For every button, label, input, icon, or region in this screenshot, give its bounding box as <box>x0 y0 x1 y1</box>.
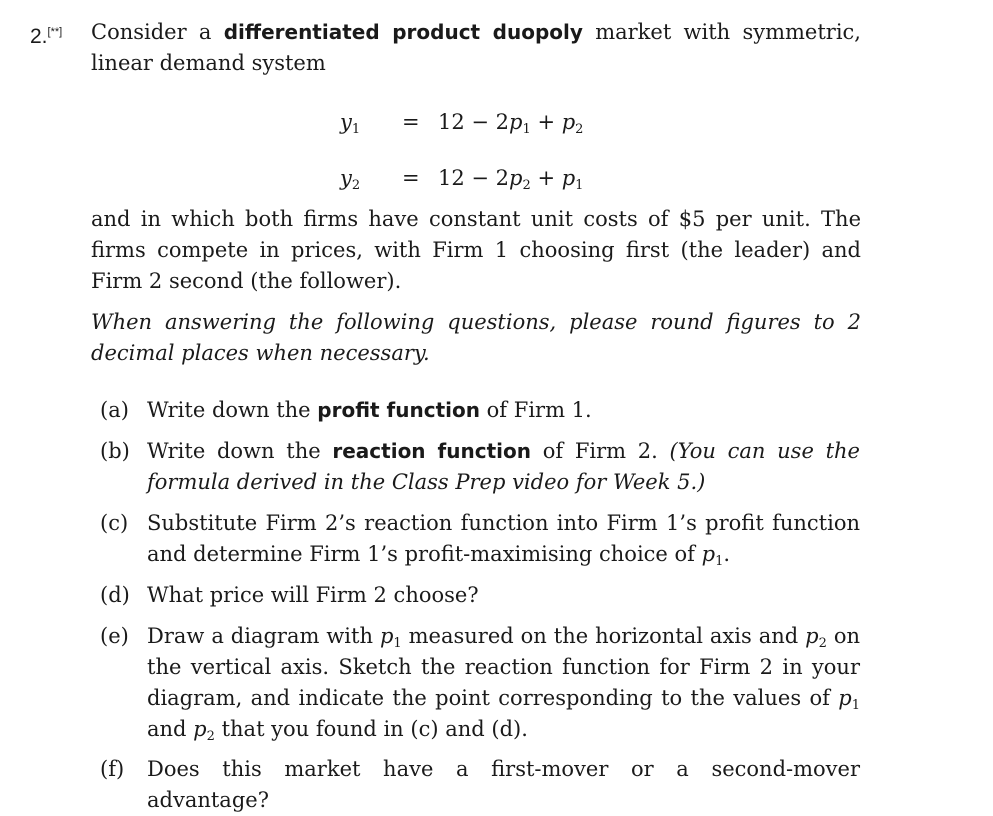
part-label: (c) <box>100 511 129 535</box>
question-number: 2.[**] <box>30 25 63 48</box>
part-label: (a) <box>100 398 129 422</box>
market-context: and in which both firms have constant unit costs of $5 per unit. The firms compete in prices, with Firm 1 choosing first (the leader) and Firm 2 second (the follower). <box>91 207 861 293</box>
part-b: (b) Write down the reaction function of Firm 2. (You can use the formula derived in the Class Prep video for Week 5.) <box>100 436 860 498</box>
key-term: differentiated product duopoly <box>223 20 583 44</box>
part-label: (e) <box>100 624 129 648</box>
part-d: (d) What price will Firm 2 choose? <box>100 580 860 611</box>
part-label: (b) <box>100 439 130 463</box>
rounding-instruction: When answering the following questions, please round figures to 2 decimal places when necessary. <box>91 310 861 365</box>
demand-equation-1: $y_1$ = $12 - 2p_1 + p_2$ <box>340 110 584 137</box>
question-intro: Consider a differentiated product duopoly market with symmetric, linear demand system <box>91 20 861 75</box>
part-e: (e) Draw a diagram with $p_1$ measured on the horizontal axis and $p_2$ on the vertical axis. Sketch the reaction function for Firm 2 in your diagram, and indicate the point corresponding to the values of $p_1$ and $p_2$ that you found in (c) and (d). <box>100 621 860 745</box>
part-label: (d) <box>100 583 130 607</box>
part-f: (f) Does this market have a first-mover or a second-mover advantage? <box>100 754 860 816</box>
part-c: (c) Substitute Firm 2’s reaction function into Firm 1’s profit function and determine Firm 1’s profit-maximising choice of $p_1$. <box>100 508 860 570</box>
demand-equation-2: $y_2$ = $12 - 2p_2 + p_1$ <box>340 166 584 193</box>
part-label: (f) <box>100 757 125 781</box>
difficulty-mark: [**] <box>47 26 63 38</box>
part-a: (a) Write down the profit function of Firm 1. <box>100 395 860 426</box>
